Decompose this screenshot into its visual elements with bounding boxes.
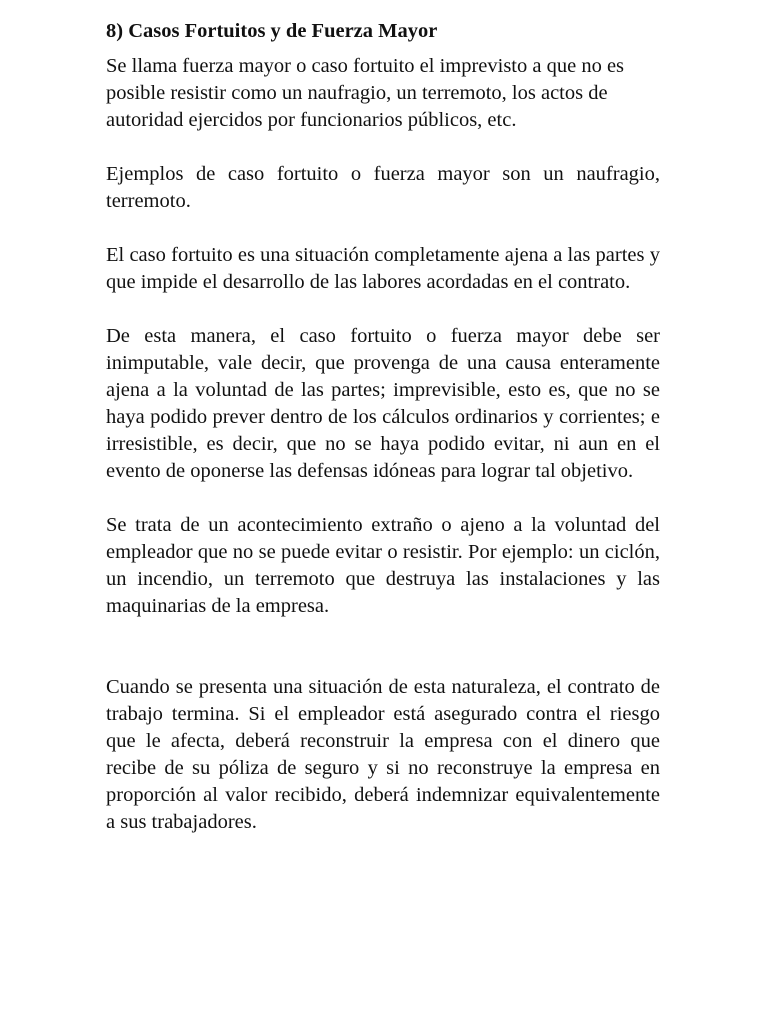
paragraph-consequences: Cuando se presenta una situación de esta naturaleza, el contrato de trabajo termina. Si el empleador está asegurado contra el riesgo que le afecta, deberá reconstruir la empresa con el dinero que recibe de su póliza de seguro y si no reconstruye la empresa en proporción al valor recibido, deberá indemnizar equivalentemente a sus trabajadores.	[106, 676, 660, 833]
paragraph-examples: Ejemplos de caso fortuito o fuerza mayor son un naufragio, terremoto.	[106, 163, 660, 212]
paragraph-event-examples: Se trata de un acontecimiento extraño o ajeno a la voluntad del empleador que no se puede evitar o resistir. Por ejemplo: un ciclón, un incendio, un terremoto que destruya las instalaciones y las maquinarias de la empresa.	[106, 514, 660, 617]
paragraph-characteristics: De esta manera, el caso fortuito o fuerza mayor debe ser inimputable, vale decir, que provenga de una causa enteramente ajena a la voluntad de las partes; imprevisible, esto es, que no se haya podido prever dentro de los cálculos ordinarios y corrientes; e irresistible, es decir, que no se haya podido evitar, ni aun en el evento de oponerse las defensas idóneas para lograr tal objetivo.	[106, 325, 660, 482]
paragraph-situation: El caso fortuito es una situación completamente ajena a las partes y que impide el desarrollo de las labores acordadas en el contrato.	[106, 244, 660, 293]
paragraph-definition: Se llama fuerza mayor o caso fortuito el imprevisto a que no es posible resistir como un naufragio, un terremoto, los actos de autoridad ejercidos por funcionarios públicos, etc.	[106, 55, 625, 131]
section-heading: 8) Casos Fortuitos y de Fuerza Mayor	[106, 20, 438, 42]
document-body	[106, 18, 660, 836]
